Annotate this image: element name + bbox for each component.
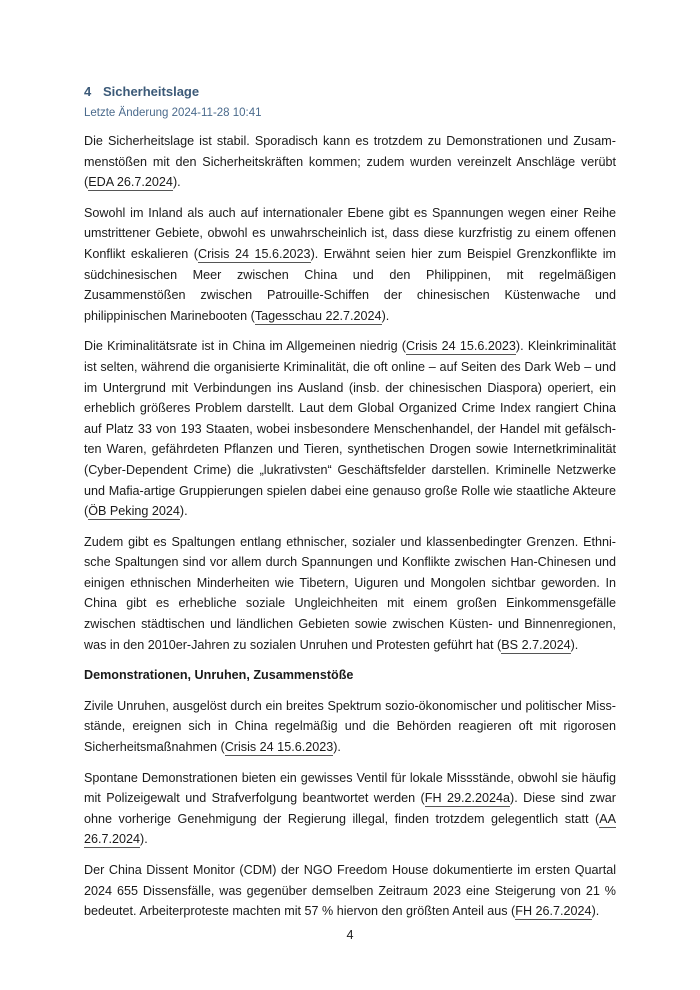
section-number: 4 xyxy=(84,84,92,99)
source-link[interactable]: Crisis 24 15.6.2023 xyxy=(197,246,311,261)
paragraph-text: ). xyxy=(570,637,579,652)
source-link[interactable]: Crisis 24 15.6.2023 xyxy=(406,339,516,354)
source-link[interactable]: AA 26.7.2024 xyxy=(84,811,616,847)
page-number: 4 xyxy=(346,928,354,942)
paragraph-text: ). xyxy=(381,308,390,323)
source-link[interactable]: Crisis 24 15.6.2023 xyxy=(224,740,334,755)
paragraph-security-overview xyxy=(84,131,616,193)
paragraph-civil-unrest xyxy=(84,696,616,758)
paragraph-text: Die Sicherheitslage ist stabil. Sporadisch kann es trotzdem zu Demonstrationen und Zusammenstößen mit den Sicherheitskräften kommen; zudem wurden vereinzelt Anschläge verübt ( xyxy=(84,134,616,190)
section-heading xyxy=(84,83,616,101)
paragraph-text: Zivile Unruhen, ausgelöst durch ein breites Spektrum sozio-ökonomischer und politischer Missstände, ereignen sich in China regelmäßig und die Behörden reagieren oft mit rigorosen Sicherheitsmaßnahmen ( xyxy=(84,698,616,755)
paragraph-text: ). Kleinkriminalität ist selten, während die organisierte Kriminalität, die oft online – auf Seiten des Dark Web – und im Untergrund mit Verbindungen ins Ausland (insb. der chinesischen Diaspora) operiert, ein erheblich größeres Problem darstellt. Laut dem Global Organized Crime Index rangiert China auf Platz 33 von 193 Staaten, wobei insbesondere Menschenhandel, der Handel mit gefälschten Waren, gefährdeten Pflanzen und Tieren, synthetischen Drogen sowie Internetkriminalität (Cyber-Dependent Crime) die „lukrativsten“ Geschäftsfelder darstellen. Kriminelle Netzwerke und Mafia-artige Gruppierungen spielen dabei eine genauso große Rolle wie staatliche Akteure ( xyxy=(84,339,617,519)
source-link[interactable]: FH 29.2.2024a xyxy=(424,791,511,806)
last-change-timestamp: Letzte Änderung 2024-11-28 10:41 xyxy=(84,107,262,119)
paragraph-dissent-monitor xyxy=(84,860,616,922)
source-link[interactable]: Tagesschau 22.7.2024 xyxy=(254,308,382,323)
paragraph-text: Der China Dissent Monitor (CDM) der NGO Freedom House dokumentierte im ersten Quartal 2024 655 Dissensfälle, was gegenüber demselben Zeitraum 2023 eine Steigerung von 21 % bedeutet. Arbeiterproteste machten mit 57 % hiervon den größten Anteil aus ( xyxy=(84,863,616,919)
paragraph-text: ). xyxy=(591,904,600,919)
paragraph-text: ). xyxy=(172,175,181,190)
paragraph-social-divisions xyxy=(84,532,616,656)
source-link[interactable]: EDA 26.7.2024 xyxy=(88,175,173,190)
paragraph-text: Spontane Demonstrationen bieten ein gewisses Ventil für lokale Missstände, obwohl sie häufig mit Polizeigewalt und Strafverfolgung beantwortet werden ( xyxy=(84,770,616,806)
paragraph-text: ). xyxy=(140,832,148,847)
source-link[interactable]: BS 2.7.2024 xyxy=(501,637,571,652)
paragraph-spontaneous-demonstrations xyxy=(84,768,616,850)
paragraph-territorial-tensions xyxy=(84,203,616,327)
paragraph-text: ). xyxy=(179,504,188,519)
paragraph-text: ). Diese sind zwar ohne vorherige Genehmigung der Regierung illegal, finden trotzdem gelegentlich statt ( xyxy=(84,791,616,826)
subheading-demonstrations: Demonstrationen, Unruhen, Zusammenstöße xyxy=(84,668,354,683)
source-link[interactable]: FH 26.7.2024 xyxy=(515,904,592,919)
paragraph-text: Sowohl im Inland als auch auf internationaler Ebene gibt es Spannungen wegen einer Reihe umstrittener Gebiete, obwohl es unwahrscheinlich ist, dass diese kurzfristig zu einem offenen Konflikt eskalieren ( xyxy=(84,205,616,261)
document-page xyxy=(84,83,616,932)
paragraph-crime xyxy=(84,336,616,521)
section-title: Sicherheitslage xyxy=(103,84,200,99)
paragraph-text: Die Kriminalitätsrate ist in China im Allgemeinen niedrig ( xyxy=(84,339,406,354)
source-link[interactable]: ÖB Peking 2024 xyxy=(88,504,180,519)
paragraph-text: ). Erwähnt seien hier zum Beispiel Grenzkonflikte im südchinesischen Meer zwischen China und den Philippinen, mit regelmäßigen Zusammenstößen zwischen Patrouille-Schiffen der chinesischen Küstenwache und philippinischen Marinebooten ( xyxy=(84,246,616,323)
paragraph-text: ). xyxy=(333,740,341,755)
paragraph-text: Zudem gibt es Spaltungen entlang ethnischer, sozialer und klassenbedingter Grenzen. Ethnische Spaltungen sind vor allem durch Spannungen und Konflikte zwischen Han-Chinesen und einigen ethnischen Minderheiten wie Tibetern, Uiguren und Mongolen sichtbar geworden. In China gibt es erhebliche soziale Ungleichheiten mit einem großen Einkommensgefälle zwischen städtischen und ländlichen Gebieten sowie zwischen Küsten- und Binnenregionen, was in den 2010er-Jahren zu sozialen Unruhen und Protesten geführt hat ( xyxy=(84,534,616,652)
